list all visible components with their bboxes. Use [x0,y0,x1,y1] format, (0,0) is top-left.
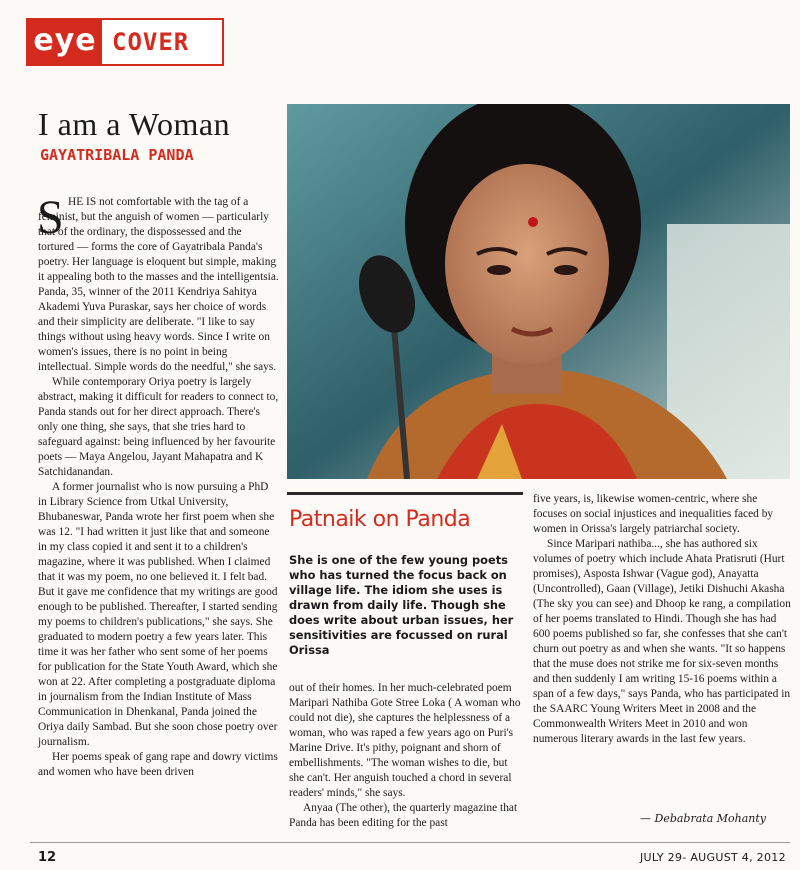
portrait-illustration [287,104,790,479]
page-number: 12 [38,850,57,865]
section-brand [26,18,224,66]
paragraph: Anyaa (The other), the quarterly magazine that Panda has been editing for the past [289,802,518,829]
portrait-photo [287,104,790,479]
body-column-3 [533,492,791,747]
article-title: I am a Woman [38,106,231,142]
pull-quote-text: She is one of the few young poets who has turned the focus back on village life. The idiom she uses is drawn from daily life. Though she does write about urban issues, her sensitivities are focussed on rural Orissa [289,553,514,657]
paragraph: out of their homes. In her much-celebrated poem Maripari Nathiba Gote Stree Loka ( A woman who could not die), she captures the helplessness of a woman, who was raped a few years ago on Puri's Marine Drive. It's pithy, poignant and shorn of embellishments. "The woman wishes to die, but she can't. Her anguish touched a chord in several readers' minds," she says. [289,682,521,799]
article-byline: GAYATRIBALA PANDA [40,146,194,164]
paragraph: While contemporary Oriya poetry is largely abstract, making it difficult for readers to connect to, Panda stands out for her direct approach. There's only one thing, she says, that she tries hard to safeguard against: being influenced by her favourite poets — Maya Angelou, Jayant Mahapatra and K Satchidanandan. [38,376,279,478]
drop-cap: S [37,191,64,244]
paragraph: Since Maripari nathiba..., she has authored six volumes of poetry which include Ahata Pratisruti (Hurt promises), Asposta Ishwar (Vague god), Anayatta (Uncontrolled), Gaan (Village), Jetiki Dishuchi Akasha (The sky you can see) and Dhoop ke rang, a compilation of her poems translated to Hindi. Though she has had 600 poems published so far, she confesses that she can't churn out poetry as and when she wants. "It so happens that the muse does not strike me for six-seven months and then suddenly I am writing 15-16 poems within a span of a few days," says Panda, who has participated in the SAARC Young Writers Meet in 2008 and the Commonwealth Writers Meet in 2010 and won numerous literary awards in the last few years. [533,538,791,745]
section-label: COVER [112,28,190,56]
paragraph: Her poems speak of gang rape and dowry victims and women who have been driven [38,751,278,778]
footer-divider [30,842,790,843]
paragraph: HE IS not comfortable with the tag of a feminist, but the anguish of women — particularly that of the ordinary, the dispossessed and the tortured — forms the core of Gayatribala Panda's poetry. Her language is eloquent but simple, making it appealing both to the masses and the intelligentsia. Panda, 35, winner of the 2011 Kendriya Sahitya Akademi Yuva Puraskar, says her choice of words and their simplicity are deliberate. "I like to say things without using heavy words. Since I write on women's issues, there is no point in being intellectual. Simple words do the needful," she says. [38,196,279,373]
author-signature: — Debabrata Mohanty [640,812,767,825]
issue-date: JULY 29- AUGUST 4, 2012 [640,851,786,864]
body-column-1 [37,191,280,780]
paragraph: five years, is, likewise women-centric, where she focuses on social injustices and inequalities faced by women in Orissa's largely patriarchal society. [533,493,774,535]
body-column-2 [289,681,524,831]
paragraph: A former journalist who is now pursuing a PhD in Library Science from Utkal University, Bhubaneswar, Panda wrote her first poem when she was 12. "I had written it just like that and someone in my class copied it and sent it to a children's magazine, where it was published. When I claimed that it was my poem, no one believed it. I felt bad. But it gave me confidence that my writings are good enough to be published. Thereafter, I started sending my poems to children's publications," she says. She graduated to modern poetry a few years later. This time it was her father who sent some of her poems for publication for the State Youth Award, which she won at 22. After completing a postgraduate diploma in journalism from the Indian Institute of Mass Communication in Dhenkanal, Panda joined the Oriya daily Sambad. But she soon chose poetry over journalism. [38,481,278,748]
brand-eye-logo: eye [28,20,102,64]
pull-quote-title: Patnaik on Panda [289,507,471,532]
